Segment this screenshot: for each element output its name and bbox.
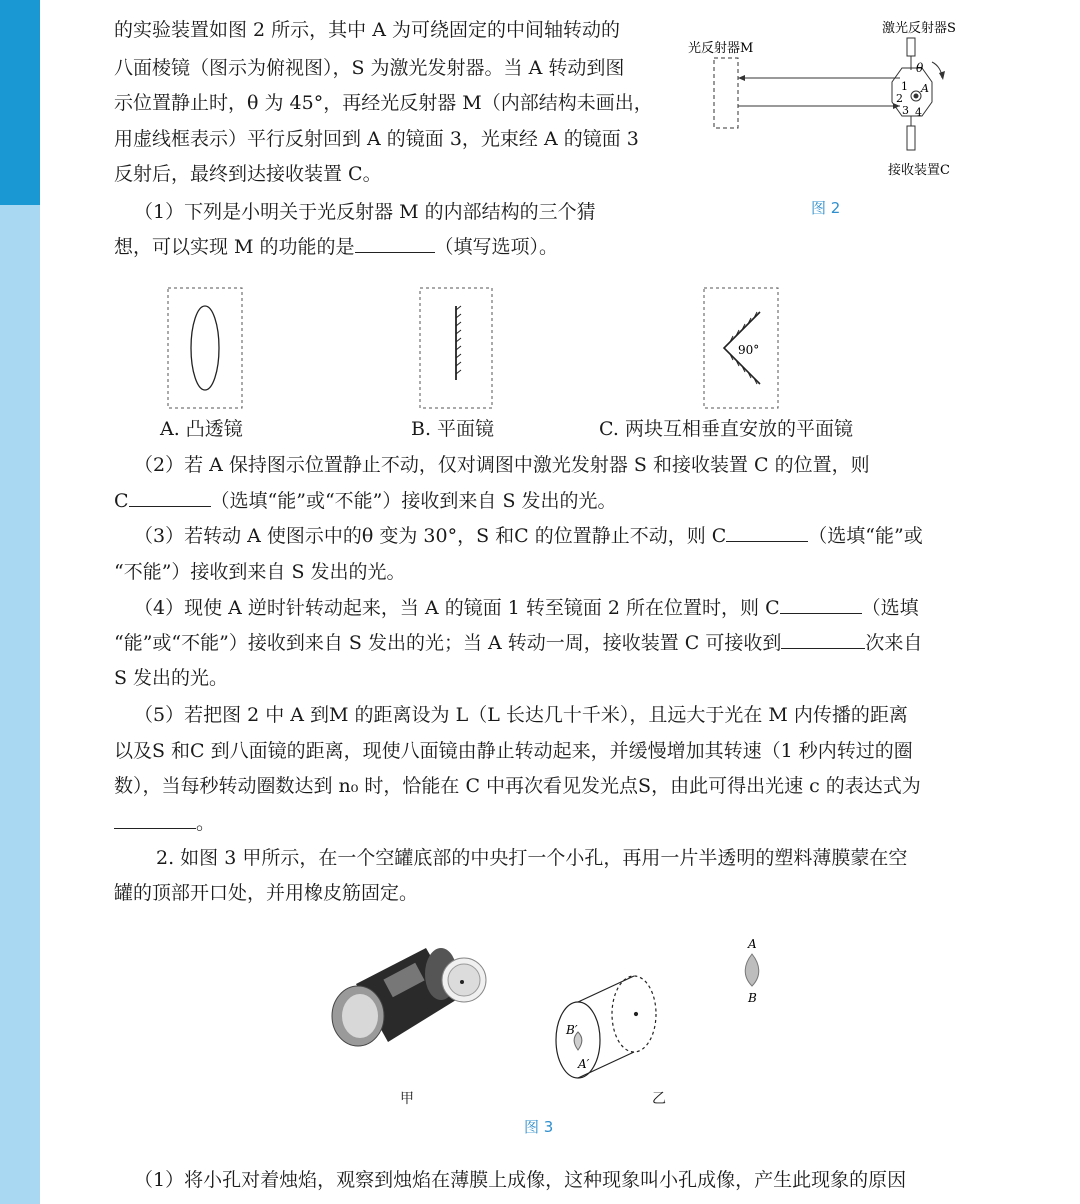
figure-3-caption: 图 3 bbox=[524, 1118, 554, 1136]
label-face-1: 1 bbox=[901, 80, 908, 93]
label-a: A bbox=[748, 937, 757, 951]
q3-tail: （选填“能”或 bbox=[808, 525, 923, 547]
q1-tail: （填写选项）。 bbox=[434, 236, 559, 258]
q2-answer-blank bbox=[129, 486, 211, 507]
label-face-4: 4 bbox=[915, 106, 922, 119]
arrow-left-icon bbox=[738, 75, 745, 81]
p2-line-1: 2. 如图 3 甲所示，在一个空罐底部的中央打一个小孔，再用一片半透明的塑料薄膜蒙在空 bbox=[156, 847, 908, 869]
label-face-3: 3 bbox=[902, 104, 909, 117]
intro-line-2: 八面棱镜（图示为俯视图），S 为激光发射器。当 A 转动到图 bbox=[114, 57, 625, 79]
figure-2-caption: 图 2 bbox=[811, 199, 841, 217]
q5-line-1: （5）若把图 2 中 A 到M 的距离设为 L（L 长达几十千米），且远大于光在 M 内传播的距离 bbox=[134, 704, 908, 726]
candle-flame-icon bbox=[745, 954, 759, 986]
label-b-prime: B′ bbox=[566, 1023, 578, 1037]
label-theta: θ bbox=[916, 61, 924, 75]
laser-emitter-s bbox=[907, 38, 915, 56]
rotation-arrowhead-icon bbox=[939, 71, 945, 80]
intro-line-5: 反射后，最终到达接收装置 C。 bbox=[114, 163, 382, 185]
q5-answer-blank bbox=[114, 808, 196, 829]
option-c-label: C. 两块互相垂直安放的平面镜 bbox=[599, 418, 853, 440]
label-prism-a: A bbox=[921, 82, 929, 95]
label-yi: 乙 bbox=[652, 1091, 666, 1107]
q5-line-4 bbox=[114, 805, 215, 841]
q5-line-3: 数），当每秒转动圈数达到 n₀ 时，恰能在 C 中再次看见发光点S，由此可得出光速 c 的表达式为 bbox=[114, 775, 921, 797]
q2-line-2 bbox=[114, 483, 617, 519]
label-jia: 甲 bbox=[400, 1091, 414, 1107]
label-laser-s: 激光反射器S bbox=[882, 21, 956, 36]
can-photo-jia bbox=[332, 948, 486, 1046]
figure-3-diagram bbox=[316, 930, 776, 1090]
intro-line-4: 用虚线框表示）平行反射回到 A 的镜面 3，光束经 A 的镜面 3 bbox=[114, 128, 639, 150]
q3-line-2: “不能”）接收到来自 S 发出的光。 bbox=[114, 561, 406, 583]
p3-line-1: （1）将小孔对着烛焰，观察到烛焰在薄膜上成像，这种现象叫小孔成像，产生此现象的原因 bbox=[134, 1169, 907, 1191]
q1-answer-blank bbox=[355, 232, 435, 253]
page-margin-sidebar bbox=[0, 0, 40, 1204]
q3-text: （3）若转动 A 使图示中的θ 变为 30°，S 和C 的位置静止不动，则 C bbox=[134, 525, 727, 547]
q4-text-2: “能”或“不能”）接收到来自 S 发出的光；当 A 转动一周，接收装置 C 可接收到 bbox=[114, 632, 782, 654]
q5-tail: 。 bbox=[196, 812, 216, 834]
reflector-m-box bbox=[714, 58, 738, 128]
label-face-2: 2 bbox=[896, 92, 903, 105]
q3-answer-blank bbox=[726, 521, 808, 542]
label-reflector-m: 光反射器M bbox=[688, 41, 754, 56]
q4-line-1 bbox=[134, 590, 919, 626]
q1-text: 想，可以实现 M 的功能的是 bbox=[114, 236, 355, 258]
label-receiver-c: 接收装置C bbox=[888, 163, 950, 178]
intro-line-3: 示位置静止时，θ 为 45°，再经光反射器 M（内部结构未画出， bbox=[114, 92, 653, 114]
option-b-label: B. 平面镜 bbox=[411, 418, 495, 440]
q4-answer-blank-2 bbox=[781, 628, 865, 649]
receiver-c bbox=[907, 126, 915, 150]
label-a-prime: A′ bbox=[578, 1057, 590, 1071]
figure-2-diagram bbox=[680, 8, 980, 224]
option-a-label: A. 凸透镜 bbox=[160, 418, 243, 440]
q4-answer-blank-1 bbox=[780, 593, 862, 614]
q2-line-1: （2）若 A 保持图示位置静止不动，仅对调图中激光发射器 S 和接收装置 C 的位置，则 bbox=[134, 454, 870, 476]
label-b: B bbox=[748, 991, 757, 1005]
angle-label: 90° bbox=[738, 343, 760, 357]
q2-c: C bbox=[114, 490, 129, 512]
q2-tail: （选填“能”或“不能”）接收到来自 S 发出的光。 bbox=[210, 490, 617, 512]
convex-lens-shape bbox=[191, 306, 219, 390]
p2-line-2: 罐的顶部开口处，并用橡皮筋固定。 bbox=[114, 882, 419, 904]
sidebar-accent-tab bbox=[0, 0, 40, 205]
option-c-diagram bbox=[702, 286, 782, 412]
q4-text: （4）现使 A 逆时针转动起来，当 A 的镜面 1 转至镜面 2 所在位置时，则 C bbox=[134, 597, 780, 619]
q4-tail-1: （选填 bbox=[861, 597, 919, 619]
q1-line-1: （1）下列是小明关于光反射器 M 的内部结构的三个猜 bbox=[134, 201, 596, 223]
prism-axis-center bbox=[914, 94, 918, 98]
option-a-diagram bbox=[166, 286, 246, 412]
option-b-diagram bbox=[418, 286, 498, 412]
q5-line-2: 以及S 和C 到八面镜的距离，现使八面镜由静止转动起来，并缓慢增加其转速（1 秒内转过的圈 bbox=[114, 740, 913, 762]
q4-line-3: S 发出的光。 bbox=[114, 667, 229, 689]
q3-line-1 bbox=[134, 518, 923, 554]
q4-line-2 bbox=[114, 625, 922, 661]
q4-tail-2: 次来自 bbox=[865, 632, 923, 654]
q1-line-2 bbox=[114, 229, 558, 265]
intro-line-1: 的实验装置如图 2 所示，其中 A 为可绕固定的中间轴转动的 bbox=[114, 19, 620, 41]
